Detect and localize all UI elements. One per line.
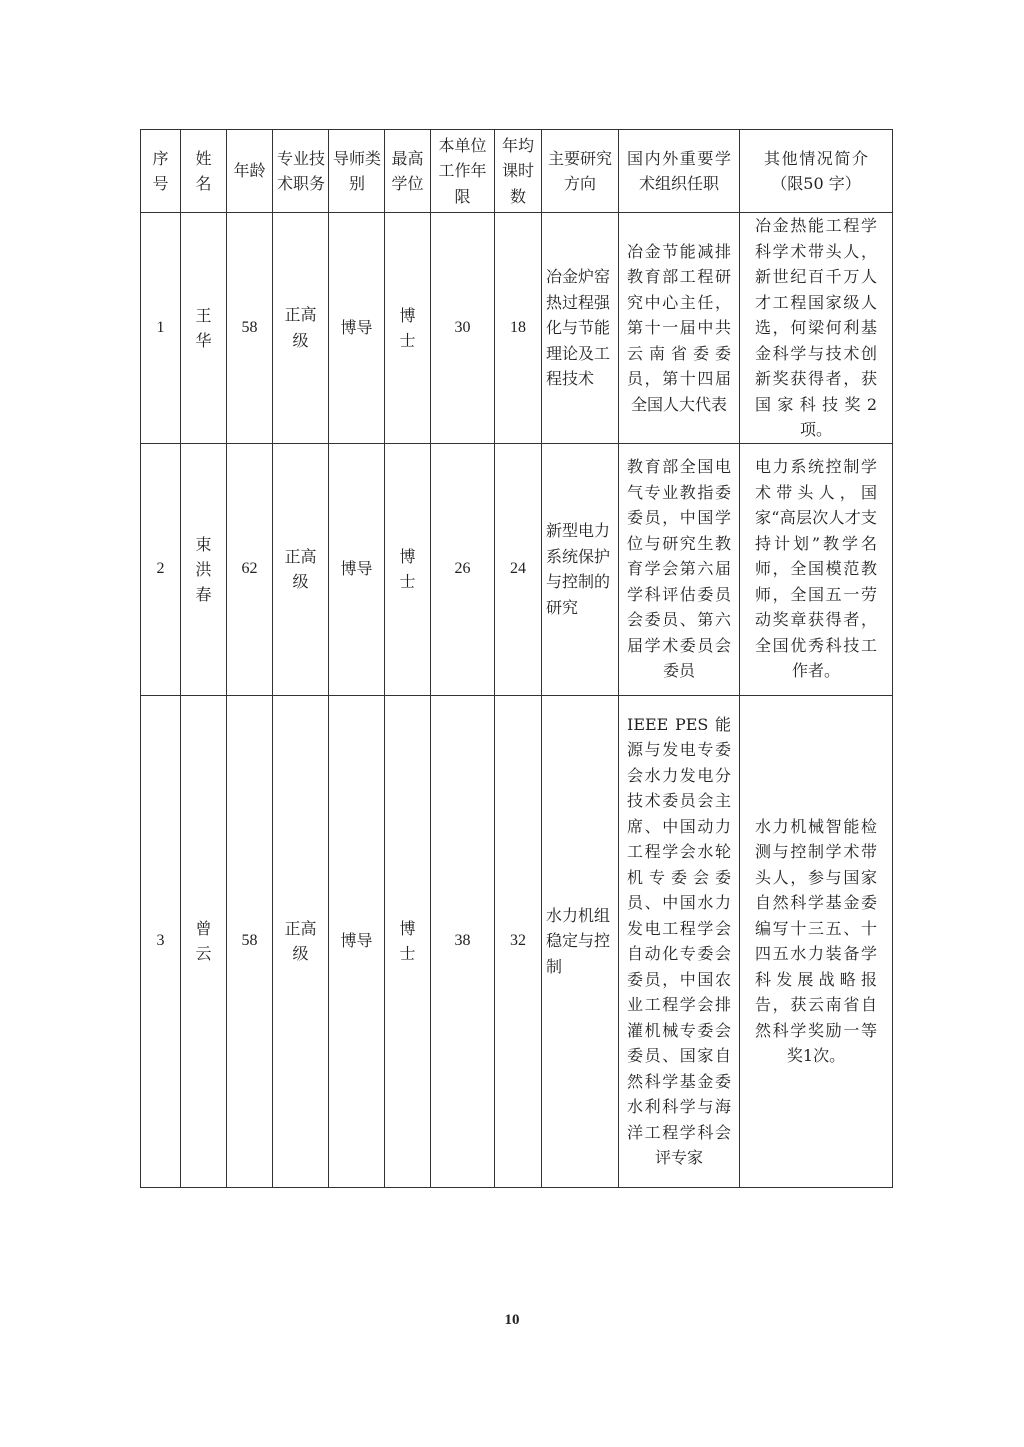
cell-years: 30: [431, 213, 495, 444]
header-hours: 年均课时数: [495, 130, 542, 213]
cell-degree: 博士: [385, 213, 431, 444]
header-supervisor: 导师类别: [329, 130, 385, 213]
header-positions: 国内外重要学术组织任职: [619, 130, 740, 213]
cell-hours: 24: [495, 443, 542, 695]
cell-supervisor: 博导: [329, 695, 385, 1187]
header-title: 专业技术职务: [273, 130, 329, 213]
cell-supervisor: 博导: [329, 443, 385, 695]
cell-degree: 博士: [385, 695, 431, 1187]
table-row: [141, 695, 893, 1187]
header-years: 本单位工作年限: [431, 130, 495, 213]
cell-index: 3: [141, 695, 181, 1187]
cell-name: 束洪春: [181, 443, 227, 695]
cell-hours: 18: [495, 213, 542, 444]
cell-hours: 32: [495, 695, 542, 1187]
header-degree: 最高学位: [385, 130, 431, 213]
cell-other: 电力系统控制学术带头人，国家“高层次人才支持计划”教学名师，全国模范教师，全国五一劳动奖章获得者，全国优秀科技工作者。: [740, 443, 893, 695]
cell-degree: 博士: [385, 443, 431, 695]
header-direction: 主要研究方向: [542, 130, 619, 213]
cell-direction: 新型电力系统保护与控制的研究: [542, 443, 619, 695]
cell-years: 38: [431, 695, 495, 1187]
cell-index: 1: [141, 213, 181, 444]
cell-positions: 冶金节能减排教育部工程研究中心主任，第十一届中共云南省委委员，第十四届全国人大代表: [619, 213, 740, 444]
cell-positions: 教育部全国电气专业教指委委员，中国学位与研究生教育学会第六届学科评估委员会委员、第六届学术委员会委员: [619, 443, 740, 695]
cell-title: 正高级: [273, 213, 329, 444]
cell-direction: 水力机组稳定与控制: [542, 695, 619, 1187]
cell-index: 2: [141, 443, 181, 695]
cell-title: 正高级: [273, 443, 329, 695]
cell-age: 58: [227, 213, 273, 444]
table-row: [141, 213, 893, 444]
table-row: [141, 443, 893, 695]
header-index: 序号: [141, 130, 181, 213]
cell-title: 正高级: [273, 695, 329, 1187]
cell-age: 62: [227, 443, 273, 695]
header-name: 姓名: [181, 130, 227, 213]
cell-other: 水力机械智能检测与控制学术带头人，参与国家自然科学基金委编写十三五、十四五水力装备学科发展战略报告，获云南省自然科学奖励一等奖1次。: [740, 695, 893, 1187]
cell-years: 26: [431, 443, 495, 695]
header-other: 其他情况简介（限50 字）: [740, 130, 893, 213]
header-age: 年龄: [227, 130, 273, 213]
cell-name: 曾云: [181, 695, 227, 1187]
cell-direction: 冶金炉窑热过程强化与节能理论及工程技术: [542, 213, 619, 444]
faculty-table: [140, 129, 893, 1188]
cell-name: 王华: [181, 213, 227, 444]
cell-positions: IEEE PES 能源与发电专委会水力发电分技术委员会主席、中国动力工程学会水轮机专委会委员、中国水力发电工程学会自动化专委会委员，中国农业工程学会排灌机械专委会委员、国家自然科学基金委水利科学与海洋工程学科会评专家: [619, 695, 740, 1187]
cell-age: 58: [227, 695, 273, 1187]
cell-supervisor: 博导: [329, 213, 385, 444]
header-row: [141, 130, 893, 213]
cell-other: 冶金热能工程学科学术带头人，新世纪百千万人才工程国家级人选，何梁何利基金科学与技术创新奖获得者，获国家科技奖2项。: [740, 213, 893, 444]
page-number: 10: [504, 1312, 520, 1328]
